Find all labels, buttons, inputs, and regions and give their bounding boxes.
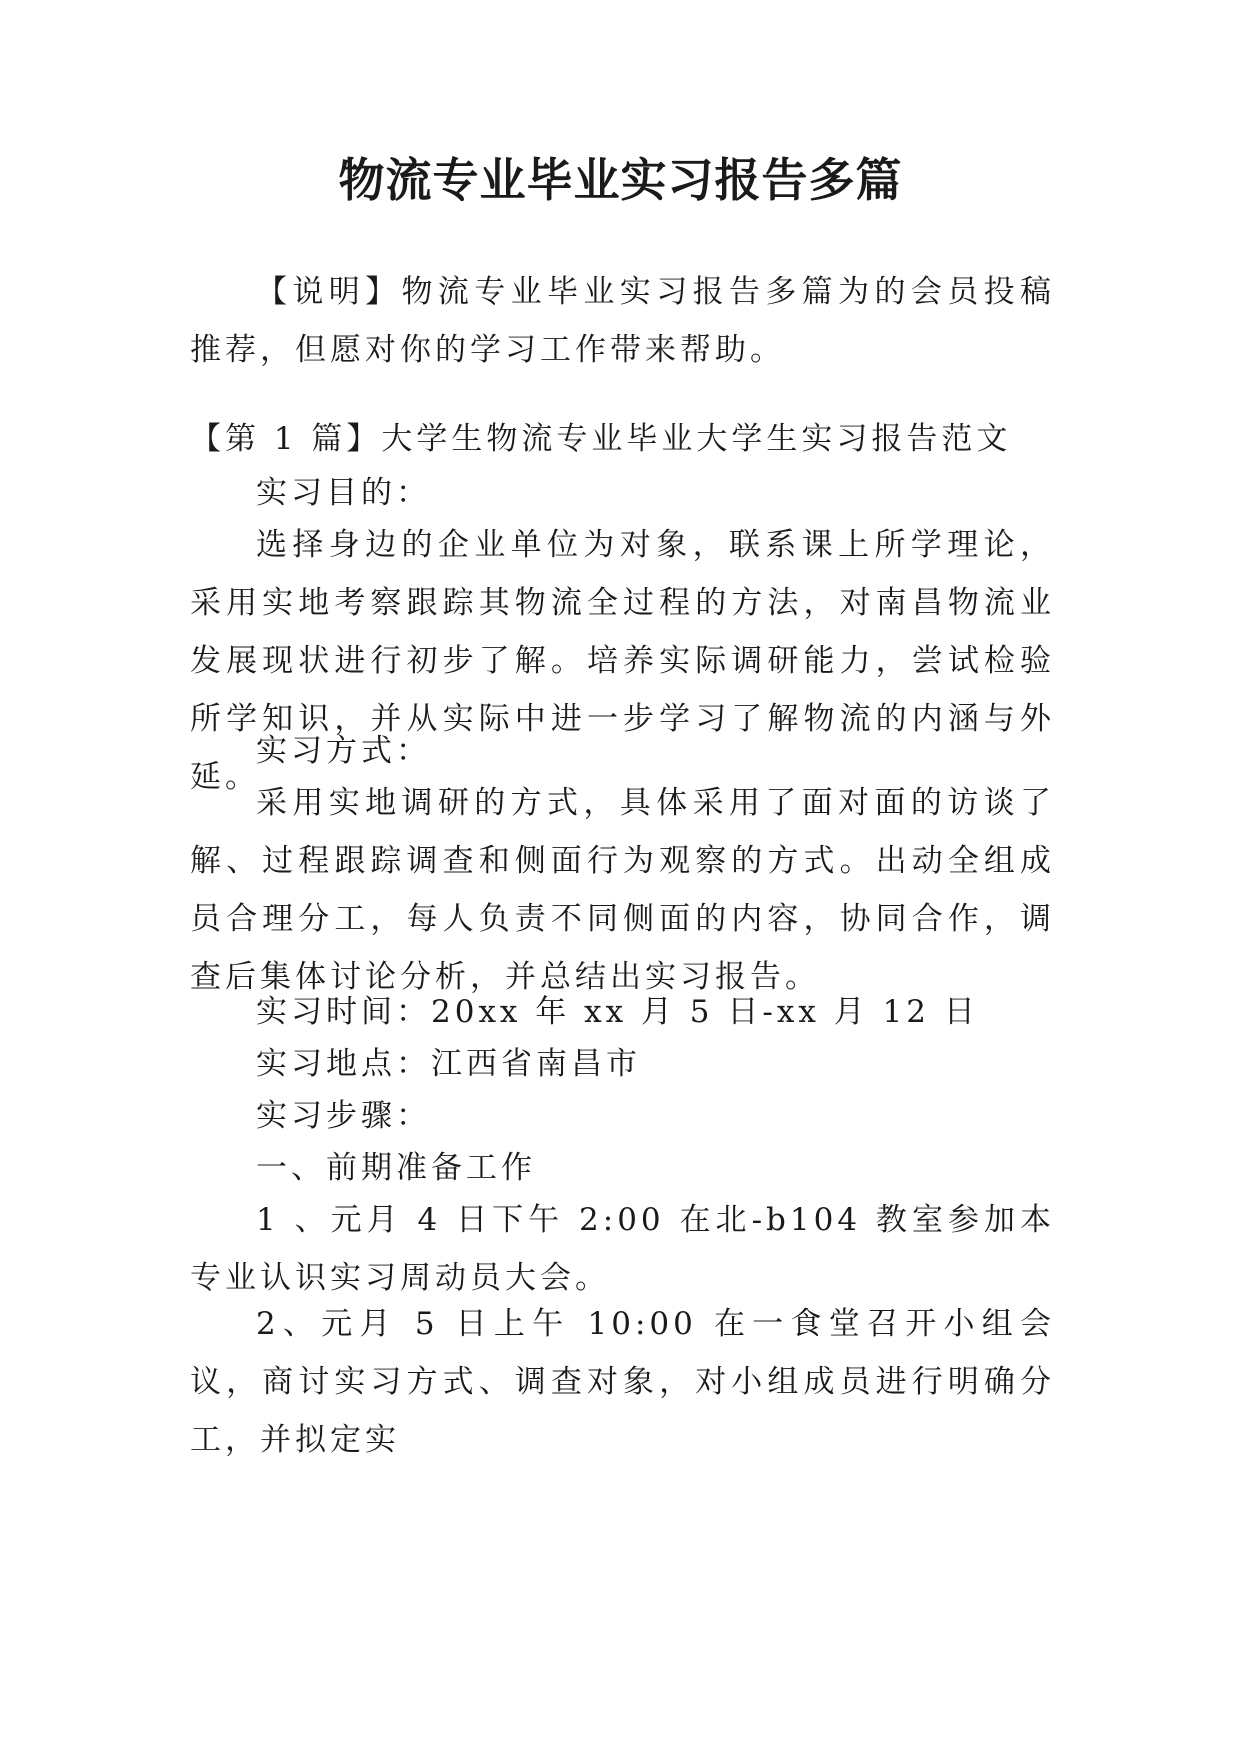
paragraph-purpose-label: 实习目的： (256, 475, 431, 511)
paragraph-step-2: 2、元月 5 日上午 10:00 在一食堂召开小组会议，商讨实习方式、调查对象，对小组成员进行明确分工，并拟定实 (190, 1306, 1055, 1458)
section-heading: 【第 1 篇】大学生物流专业毕业大学生实习报告范文 (190, 421, 1012, 457)
paragraph-method-label: 实习方式： (256, 733, 431, 769)
intro-paragraph: 【说明】物流专业毕业实习报告多篇为的会员投稿推荐，但愿对你的学习工作带来帮助。 (190, 274, 1055, 368)
paragraph-steps-label: 实习步骤： (256, 1098, 431, 1134)
document-title: 物流专业毕业实习报告多篇 (338, 153, 903, 207)
paragraph-step-1: 1 、元月 4 日下午 2:00 在北-b104 教室参加本专业认识实习周动员大会。 (190, 1202, 1055, 1296)
paragraph-time: 实习时间：20xx 年 xx 月 5 日-xx 月 12 日 (256, 994, 979, 1030)
paragraph-location: 实习地点：江西省南昌市 (256, 1046, 641, 1082)
paragraph-purpose: 选择身边的企业单位为对象，联系课上所学理论，采用实地考察跟踪其物流全过程的方法，对南昌物流业发展现状进行初步了解。培养实际调研能力，尝试检验所学知识，并从实际中进一步学习了解物流的内涵与外延。 (190, 527, 1055, 795)
paragraph-method: 采用实地调研的方式，具体采用了面对面的访谈了解、过程跟踪调查和侧面行为观察的方式。出动全组成员合理分工，每人负责不同侧面的内容，协同合作，调查后集体讨论分析，并总结出实习报告。 (190, 785, 1055, 995)
paragraph-preparation-heading: 一、前期准备工作 (256, 1150, 536, 1186)
